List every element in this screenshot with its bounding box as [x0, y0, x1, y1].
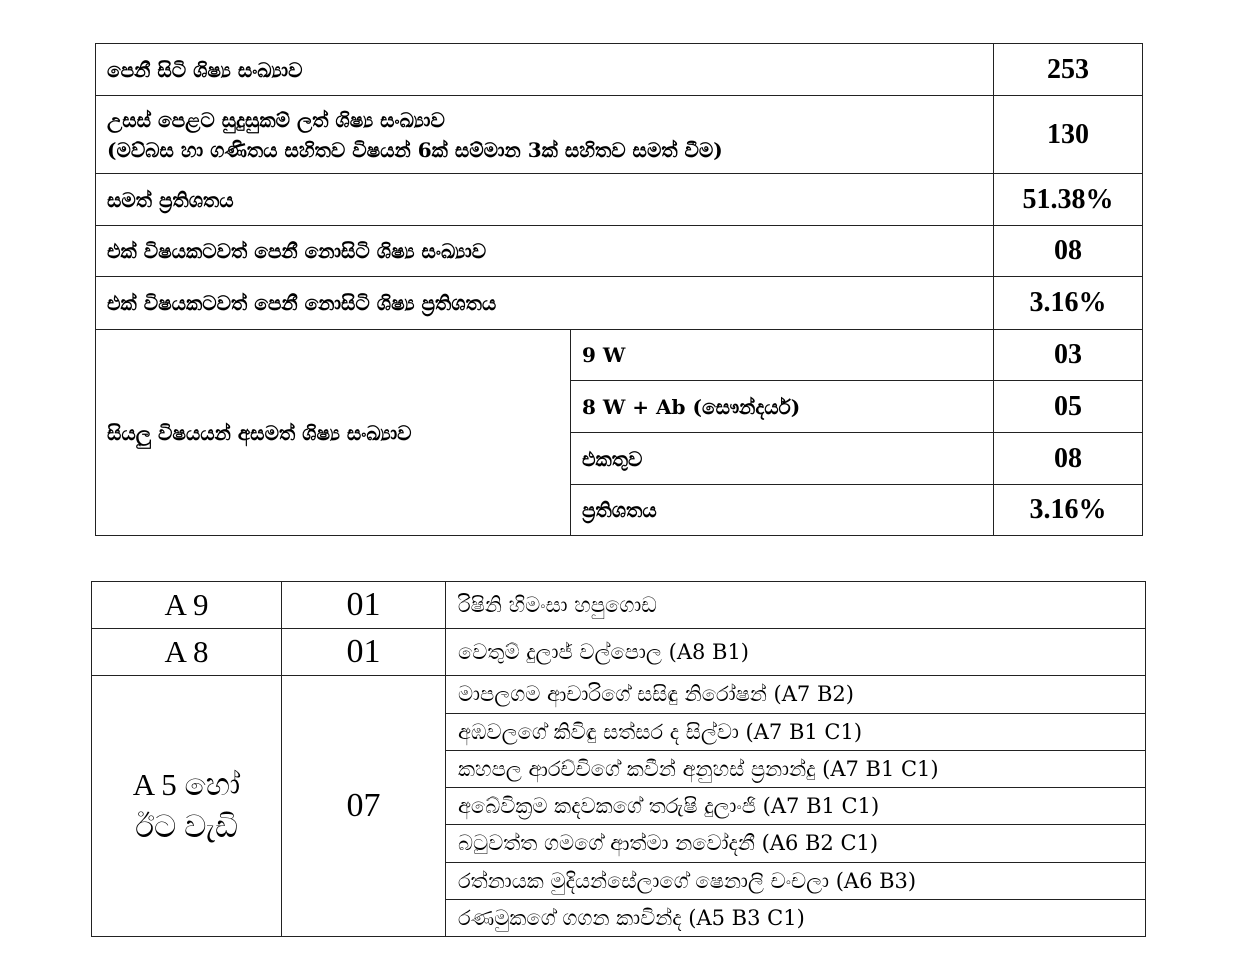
row-label-line: (මව්බස හා ගණිතය සහිතව විෂයන් 6ක් සම්මාන 3ක් සහිතව සමත් වීම) — [107, 137, 723, 162]
student-name: රත්නායක මුදියන්සේලාගේ ෂෙනාලි චංචලා (A6 B3) — [446, 863, 1146, 900]
count-cell: 01 — [282, 582, 446, 629]
failed-all-label: සියලු විෂයයන් අසමත් ශිෂ්‍ය සංඛ්‍යාව — [96, 330, 571, 536]
results-summary-table — [95, 43, 1143, 536]
top-students-table — [91, 581, 1146, 937]
student-name: අඹවලගේ කිවිඳු සත්සර ද සිල්වා (A7 B1 C1) — [446, 714, 1146, 751]
failed-item-label: 9 W — [571, 330, 994, 381]
grade-line: A 5 හෝ — [132, 767, 241, 802]
row-label — [96, 96, 994, 174]
failed-item-value: 3.16% — [994, 485, 1143, 536]
row-label-line: උසස් පෙළට සුදුසුකම් ලත් ශිෂ්‍ය සංඛ්‍යාව — [107, 107, 445, 132]
count-cell: 07 — [282, 676, 446, 937]
row-value: 253 — [994, 44, 1143, 96]
student-name: රිෂිනි හිමංසා හපුගොඩ — [446, 582, 1146, 629]
student-name: බටුවත්ත ගමගේ ආත්මා නවෝදනී (A6 B2 C1) — [446, 825, 1146, 863]
row-label: සමත් ප්‍රතිශතය — [96, 174, 994, 226]
grade-cell: A 9 — [92, 582, 282, 629]
table-row — [92, 676, 1146, 714]
grade-line: ඊට වැඩි — [134, 809, 238, 844]
failed-item-value: 03 — [994, 330, 1143, 381]
failed-item-value: 08 — [994, 433, 1143, 485]
table-row — [92, 629, 1146, 676]
table-row — [92, 582, 1146, 629]
student-name: අබේවික්‍රම කදවකගේ තරුෂි දුලාංජි (A7 B1 C1) — [446, 788, 1146, 825]
failed-item-label: එකතුව — [571, 433, 994, 485]
table-row — [96, 96, 1143, 174]
row-value: 130 — [994, 96, 1143, 174]
row-value: 51.38% — [994, 174, 1143, 226]
table-row — [96, 226, 1143, 277]
table-row — [96, 277, 1143, 330]
grade-cell — [92, 676, 282, 937]
failed-item-label: 8 W + Ab (සෞන්දර්ය) — [571, 381, 994, 433]
student-name: කහපල ආරච්චිගේ කවීන් අනුහස් ප්‍රනාන්දු (A7 B1 C1) — [446, 751, 1146, 788]
row-label: පෙනී සිටි ශිෂ්‍ය සංඛ්‍යාව — [96, 44, 994, 96]
count-cell: 01 — [282, 629, 446, 676]
failed-item-label: ප්‍රතිශතය — [571, 485, 994, 536]
student-name: වෙතුම් දුලාජ් වල්පොල (A8 B1) — [446, 629, 1146, 676]
student-name: රණමුකගේ ගගන කාවින්ද (A5 B3 C1) — [446, 900, 1146, 937]
row-label: එක් විෂයකටවත් පෙනී නොසිටි ශිෂ්‍ය ප්‍රතිශතය — [96, 277, 994, 330]
student-name: මාපලගම ආචාරිගේ සසිඳු නිරෝෂන් (A7 B2) — [446, 676, 1146, 714]
row-label: එක් විෂයකටවත් පෙනී නොසිටි ශිෂ්‍ය සංඛ්‍යාව — [96, 226, 994, 277]
row-value: 08 — [994, 226, 1143, 277]
table-row — [96, 174, 1143, 226]
grade-cell: A 8 — [92, 629, 282, 676]
failed-item-value: 05 — [994, 381, 1143, 433]
row-value: 3.16% — [994, 277, 1143, 330]
table-row — [96, 44, 1143, 96]
table-row — [96, 330, 1143, 381]
